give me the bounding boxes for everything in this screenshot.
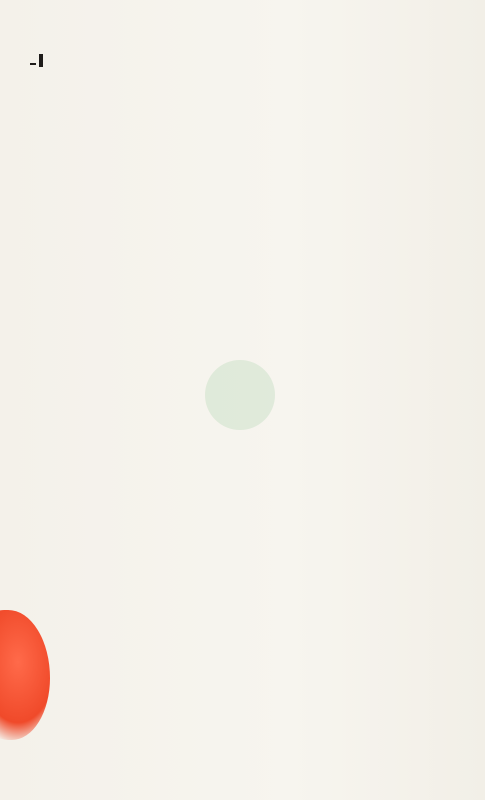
answer-marker	[39, 54, 43, 67]
page-header	[36, 6, 477, 26]
answer-label	[30, 63, 36, 65]
watermark-logo	[205, 360, 275, 430]
page-content	[30, 30, 482, 71]
finger-in-photo	[0, 610, 50, 740]
answer-block	[30, 52, 482, 71]
